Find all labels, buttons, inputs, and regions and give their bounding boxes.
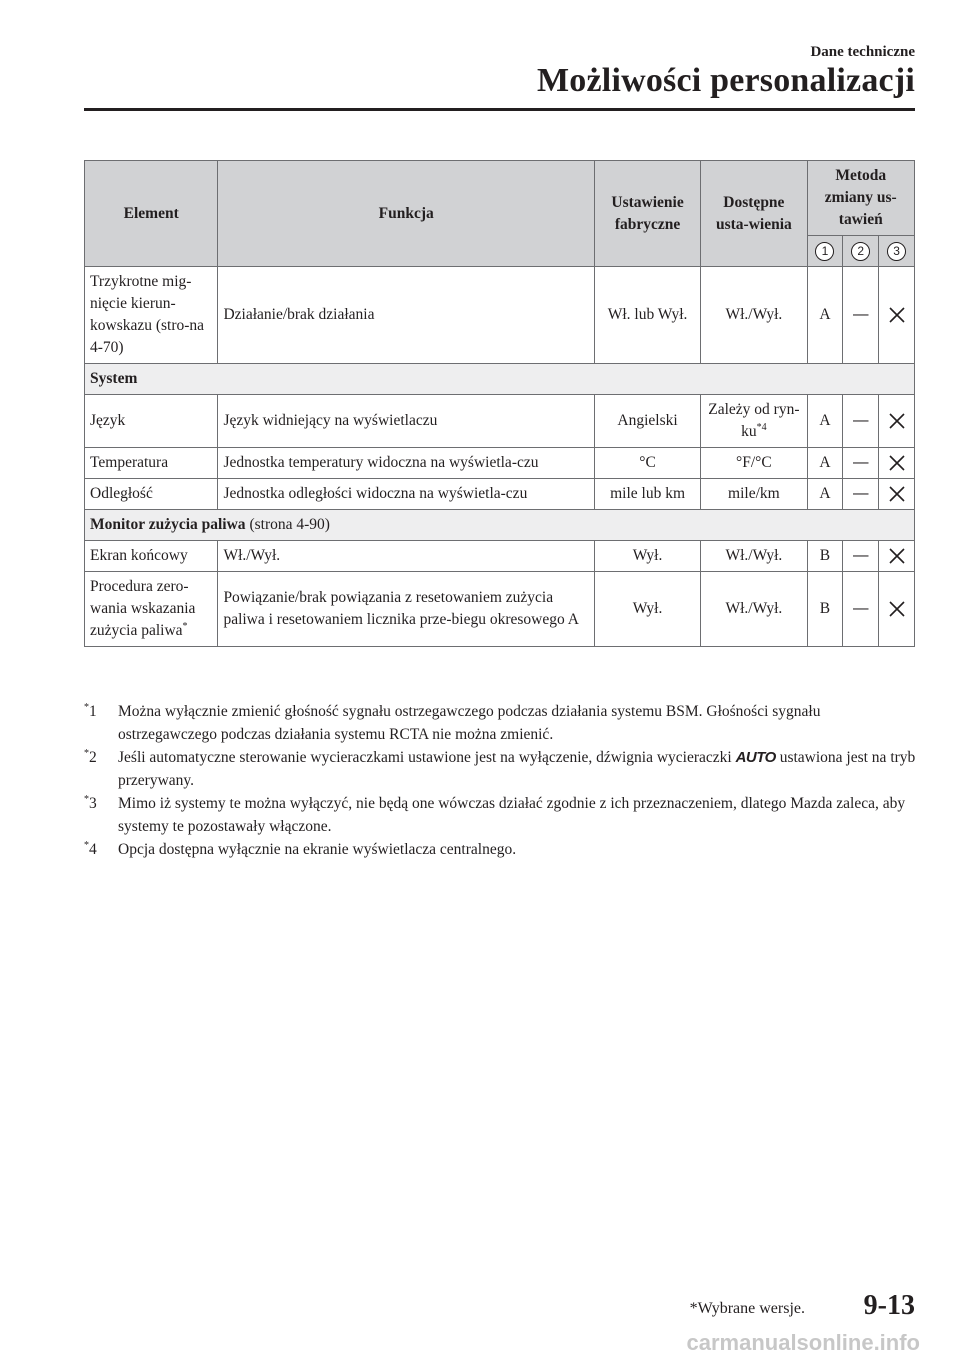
cell-funkcja: Jednostka temperatury widoczna na wyświetla-czu (218, 448, 594, 479)
cell-method-1: A (807, 448, 843, 479)
not-available-icon (888, 454, 906, 472)
method-2-icon: 2 (851, 242, 870, 261)
cell-method-1: A (807, 395, 843, 448)
header-funkcja: Funkcja (218, 161, 594, 267)
footnote-text: Opcja dostępna wyłącznie na ekranie wyświetlacza centralnego. (118, 841, 517, 858)
section-heading: Dane techniczne (810, 44, 915, 60)
cell-method-2: — (852, 412, 869, 429)
cell-ustawienie: mile lub km (594, 479, 700, 510)
not-available-icon (888, 485, 906, 503)
method-3-icon: 3 (887, 242, 906, 261)
header-ustawienie: Ustawienie fabryczne (594, 161, 700, 267)
page-number: 9-13 (863, 1290, 915, 1321)
customization-table (84, 160, 915, 647)
cell-ustawienie: Angielski (594, 395, 700, 448)
cell-ustawienie: Wł. lub Wył. (594, 267, 700, 364)
footnote-number: 3 (89, 795, 97, 812)
not-available-icon (888, 600, 906, 618)
cell-element: Ekran końcowy (85, 541, 218, 572)
cell-method-2: — (852, 547, 869, 564)
method-1-icon: 1 (815, 242, 834, 261)
section-label-system: System (90, 370, 138, 387)
footnote-3 (84, 792, 916, 838)
footnote-text: Jeśli automatyczne sterowanie wycieraczkami ustawione jest na wyłączenie, dźwignia wycieraczki (118, 749, 732, 766)
footnotes (84, 700, 916, 861)
header-dostepne: Dostępne usta-wienia (701, 161, 807, 267)
table-row (85, 267, 915, 364)
cell-funkcja: Jednostka odległości widoczna na wyświetla-czu (218, 479, 594, 510)
optional-version-mark: * (182, 620, 188, 632)
page-title: Możliwości personalizacji (537, 62, 915, 99)
footnote-number: 1 (89, 703, 97, 720)
cell-dostepne: Wł./Wył. (701, 267, 807, 364)
cell-element: Procedura zero-wania wskazania zużycia paliwa (90, 578, 196, 639)
cell-funkcja: Język widniejący na wyświetlaczu (218, 395, 594, 448)
cell-element: Odległość (85, 479, 218, 510)
cell-method-1: A (807, 267, 843, 364)
footer-note: *Wybrane wersje. (689, 1300, 805, 1317)
cell-method-2: — (852, 306, 869, 323)
cell-ustawienie: °C (594, 448, 700, 479)
cell-method-1: B (807, 572, 843, 647)
table-row (85, 395, 915, 448)
cell-method-1: A (807, 479, 843, 510)
table-row (85, 572, 915, 647)
cell-dostepne: mile/km (701, 479, 807, 510)
table-header-row (85, 161, 915, 236)
section-row-system (85, 364, 915, 395)
footnote-text-cont: ustawiona jest na tryb przerywany. (118, 749, 916, 789)
cell-dostepne: °F/°C (701, 448, 807, 479)
footnote-text: Mimo iż systemy te można wyłączyć, nie będą one wówczas działać zgodnie z ich przeznaczeniem, dlatego Mazda zaleca, aby systemy te pozostawały włączone. (118, 795, 906, 835)
cell-method-2: — (852, 485, 869, 502)
cell-dostepne: Wł./Wył. (701, 572, 807, 647)
footnote-2 (84, 746, 916, 792)
footnote-1 (84, 700, 916, 746)
table-row (85, 541, 915, 572)
cell-funkcja: Działanie/brak działania (218, 267, 594, 364)
footnote-mark: * (84, 701, 89, 713)
cell-dostepne: Wł./Wył. (701, 541, 807, 572)
footnote-ref: *4 (756, 421, 767, 433)
cell-method-2: — (852, 454, 869, 471)
cell-method-2: — (852, 600, 869, 617)
footnote-mark: * (84, 747, 89, 759)
footnote-number: 2 (89, 749, 97, 766)
cell-element: Trzykrotne mig-nięcie kierun-kowskazu (stro-na 4-70) (85, 267, 218, 364)
cell-ustawienie: Wył. (594, 541, 700, 572)
watermark: carmanualsonline.info (686, 1330, 920, 1355)
footnote-number: 4 (89, 841, 97, 858)
header-divider (84, 108, 915, 111)
footnote-text: Można wyłącznie zmienić głośność sygnału ostrzegawczego podczas działania systemu BSM. Głośności sygnału ostrzegawczego podczas działania systemu RCTA nie można zmienić. (118, 703, 821, 743)
footnote-mark: * (84, 839, 89, 851)
cell-ustawienie: Wył. (594, 572, 700, 647)
cell-funkcja: Powiązanie/brak powiązania z resetowaniem zużycia paliwa i resetowaniem licznika prze-biegu okresowego A (218, 572, 594, 647)
footnote-4 (84, 838, 916, 861)
not-available-icon (888, 547, 906, 565)
table-row (85, 448, 915, 479)
not-available-icon (888, 306, 906, 324)
table-row (85, 479, 915, 510)
section-row-monitor (85, 510, 915, 541)
cell-dostepne: Zależy od ryn-ku (708, 401, 800, 440)
not-available-icon (888, 412, 906, 430)
cell-method-1: B (807, 541, 843, 572)
cell-funkcja: Wł./Wył. (218, 541, 594, 572)
header-element: Element (85, 161, 218, 267)
cell-element: Język (85, 395, 218, 448)
section-label-monitor: Monitor zużycia paliwa (90, 516, 246, 533)
auto-wiper-icon: AUTO (735, 749, 776, 766)
cell-element: Temperatura (85, 448, 218, 479)
header-metoda: Metoda zmiany us-tawień (807, 161, 914, 236)
section-page-ref: (strona 4-90) (249, 516, 330, 533)
footnote-mark: * (84, 793, 89, 805)
